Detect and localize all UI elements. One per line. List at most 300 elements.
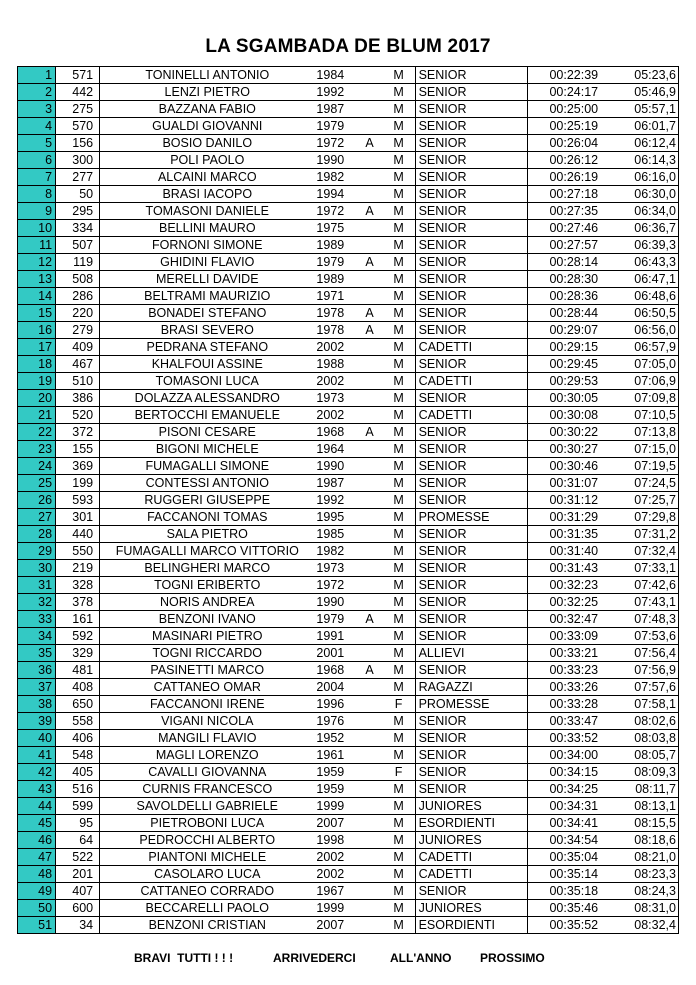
- cell-birth-year: 1987: [314, 101, 356, 118]
- table-row: [18, 322, 679, 339]
- cell-birth-year: 1978: [314, 305, 356, 322]
- table-row: [18, 662, 679, 679]
- cell-athlete-name: CURNIS FRANCESCO: [100, 781, 315, 798]
- cell-bib-number: 275: [56, 101, 100, 118]
- cell-sex: M: [383, 849, 416, 866]
- table-row: [18, 696, 679, 713]
- cell-sex: M: [383, 679, 416, 696]
- table-row: [18, 475, 679, 492]
- cell-bib-number: 558: [56, 713, 100, 730]
- cell-bib-number: 550: [56, 543, 100, 560]
- cell-category: SENIOR: [415, 101, 527, 118]
- table-row: [18, 203, 679, 220]
- cell-time: 00:29:15: [527, 339, 620, 356]
- cell-bib-number: 95: [56, 815, 100, 832]
- cell-time: 00:28:30: [527, 271, 620, 288]
- cell-pace: 05:46,9: [620, 84, 679, 101]
- table-row: [18, 764, 679, 781]
- cell-sex: M: [383, 645, 416, 662]
- cell-time: 00:27:57: [527, 237, 620, 254]
- cell-time: 00:32:25: [527, 594, 620, 611]
- cell-bib-number: 520: [56, 407, 100, 424]
- cell-sex: M: [383, 458, 416, 475]
- cell-athlete-name: BIGONI MICHELE: [100, 441, 315, 458]
- cell-flag: A: [356, 662, 382, 679]
- cell-category: RAGAZZI: [415, 679, 527, 696]
- cell-bib-number: 481: [56, 662, 100, 679]
- cell-time: 00:30:22: [527, 424, 620, 441]
- cell-time: 00:32:47: [527, 611, 620, 628]
- cell-time: 00:34:31: [527, 798, 620, 815]
- cell-position: 49: [18, 883, 56, 900]
- table-row: [18, 373, 679, 390]
- cell-flag: [356, 815, 382, 832]
- cell-position: 11: [18, 237, 56, 254]
- cell-bib-number: 571: [56, 67, 100, 84]
- cell-time: 00:33:52: [527, 730, 620, 747]
- cell-time: 00:30:05: [527, 390, 620, 407]
- cell-bib-number: 301: [56, 509, 100, 526]
- cell-position: 2: [18, 84, 56, 101]
- cell-pace: 07:32,4: [620, 543, 679, 560]
- cell-birth-year: 2002: [314, 339, 356, 356]
- cell-bib-number: 510: [56, 373, 100, 390]
- cell-position: 6: [18, 152, 56, 169]
- cell-time: 00:28:14: [527, 254, 620, 271]
- cell-flag: [356, 186, 382, 203]
- cell-sex: M: [383, 101, 416, 118]
- cell-athlete-name: LENZI PIETRO: [100, 84, 315, 101]
- cell-sex: M: [383, 577, 416, 594]
- cell-athlete-name: TOGNI RICCARDO: [100, 645, 315, 662]
- table-row: [18, 577, 679, 594]
- cell-flag: [356, 543, 382, 560]
- cell-athlete-name: MERELLI DAVIDE: [100, 271, 315, 288]
- cell-pace: 08:31,0: [620, 900, 679, 917]
- cell-position: 25: [18, 475, 56, 492]
- cell-athlete-name: PEDRANA STEFANO: [100, 339, 315, 356]
- cell-pace: 06:56,0: [620, 322, 679, 339]
- cell-birth-year: 1973: [314, 390, 356, 407]
- cell-athlete-name: PISONI CESARE: [100, 424, 315, 441]
- cell-flag: [356, 101, 382, 118]
- cell-category: SENIOR: [415, 237, 527, 254]
- cell-category: SENIOR: [415, 628, 527, 645]
- cell-athlete-name: CAVALLI GIOVANNA: [100, 764, 315, 781]
- cell-athlete-name: FORNONI SIMONE: [100, 237, 315, 254]
- cell-position: 32: [18, 594, 56, 611]
- cell-category: SENIOR: [415, 458, 527, 475]
- cell-birth-year: 1987: [314, 475, 356, 492]
- cell-category: SENIOR: [415, 356, 527, 373]
- cell-pace: 07:43,1: [620, 594, 679, 611]
- cell-position: 30: [18, 560, 56, 577]
- cell-pace: 07:42,6: [620, 577, 679, 594]
- cell-athlete-name: CATTANEO OMAR: [100, 679, 315, 696]
- table-row: [18, 798, 679, 815]
- cell-flag: [356, 730, 382, 747]
- cell-sex: M: [383, 67, 416, 84]
- footer-text-arrivederci: ARRIVEDERCI: [273, 951, 356, 965]
- cell-athlete-name: PIETROBONI LUCA: [100, 815, 315, 832]
- cell-sex: M: [383, 390, 416, 407]
- cell-category: SENIOR: [415, 560, 527, 577]
- results-table-body: [18, 67, 679, 934]
- cell-time: 00:31:40: [527, 543, 620, 560]
- cell-time: 00:34:41: [527, 815, 620, 832]
- cell-birth-year: 2001: [314, 645, 356, 662]
- cell-athlete-name: BELINGHERI MARCO: [100, 560, 315, 577]
- cell-sex: M: [383, 356, 416, 373]
- cell-pace: 07:24,5: [620, 475, 679, 492]
- cell-bib-number: 507: [56, 237, 100, 254]
- cell-category: SENIOR: [415, 577, 527, 594]
- cell-pace: 07:13,8: [620, 424, 679, 441]
- cell-bib-number: 600: [56, 900, 100, 917]
- cell-category: CADETTI: [415, 407, 527, 424]
- cell-birth-year: 1996: [314, 696, 356, 713]
- cell-position: 23: [18, 441, 56, 458]
- cell-flag: [356, 560, 382, 577]
- cell-position: 33: [18, 611, 56, 628]
- cell-birth-year: 1964: [314, 441, 356, 458]
- cell-position: 45: [18, 815, 56, 832]
- cell-flag: [356, 798, 382, 815]
- cell-flag: A: [356, 424, 382, 441]
- cell-pace: 07:58,1: [620, 696, 679, 713]
- cell-sex: M: [383, 832, 416, 849]
- cell-flag: [356, 900, 382, 917]
- table-row: [18, 730, 679, 747]
- cell-bib-number: 295: [56, 203, 100, 220]
- cell-bib-number: 277: [56, 169, 100, 186]
- cell-time: 00:34:15: [527, 764, 620, 781]
- cell-pace: 07:33,1: [620, 560, 679, 577]
- cell-bib-number: 156: [56, 135, 100, 152]
- cell-pace: 06:16,0: [620, 169, 679, 186]
- table-row: [18, 169, 679, 186]
- table-row: [18, 713, 679, 730]
- cell-athlete-name: MANGILI FLAVIO: [100, 730, 315, 747]
- cell-sex: M: [383, 441, 416, 458]
- table-row: [18, 849, 679, 866]
- cell-sex: M: [383, 424, 416, 441]
- cell-flag: [356, 679, 382, 696]
- cell-birth-year: 1976: [314, 713, 356, 730]
- cell-birth-year: 2007: [314, 815, 356, 832]
- cell-category: JUNIORES: [415, 832, 527, 849]
- cell-athlete-name: PIANTONI MICHELE: [100, 849, 315, 866]
- cell-pace: 06:50,5: [620, 305, 679, 322]
- cell-birth-year: 1982: [314, 169, 356, 186]
- cell-bib-number: 286: [56, 288, 100, 305]
- cell-bib-number: 34: [56, 917, 100, 934]
- cell-position: 15: [18, 305, 56, 322]
- cell-athlete-name: BELLINI MAURO: [100, 220, 315, 237]
- cell-time: 00:34:54: [527, 832, 620, 849]
- cell-bib-number: 440: [56, 526, 100, 543]
- cell-birth-year: 1999: [314, 900, 356, 917]
- cell-category: PROMESSE: [415, 509, 527, 526]
- cell-bib-number: 372: [56, 424, 100, 441]
- table-row: [18, 781, 679, 798]
- cell-bib-number: 161: [56, 611, 100, 628]
- cell-athlete-name: CATTANEO CORRADO: [100, 883, 315, 900]
- cell-sex: M: [383, 492, 416, 509]
- cell-pace: 05:57,1: [620, 101, 679, 118]
- cell-sex: M: [383, 611, 416, 628]
- cell-time: 00:34:25: [527, 781, 620, 798]
- table-row: [18, 305, 679, 322]
- cell-pace: 07:19,5: [620, 458, 679, 475]
- cell-flag: [356, 373, 382, 390]
- cell-position: 5: [18, 135, 56, 152]
- table-row: [18, 560, 679, 577]
- cell-position: 38: [18, 696, 56, 713]
- cell-sex: M: [383, 526, 416, 543]
- cell-pace: 06:39,3: [620, 237, 679, 254]
- cell-category: SENIOR: [415, 526, 527, 543]
- cell-category: SENIOR: [415, 747, 527, 764]
- cell-pace: 07:53,6: [620, 628, 679, 645]
- cell-category: PROMESSE: [415, 696, 527, 713]
- cell-flag: [356, 339, 382, 356]
- cell-birth-year: 1979: [314, 611, 356, 628]
- cell-athlete-name: CASOLARO LUCA: [100, 866, 315, 883]
- cell-time: 00:22:39: [527, 67, 620, 84]
- cell-position: 50: [18, 900, 56, 917]
- cell-birth-year: 1992: [314, 492, 356, 509]
- table-row: [18, 135, 679, 152]
- cell-birth-year: 2004: [314, 679, 356, 696]
- cell-sex: M: [383, 203, 416, 220]
- cell-position: 13: [18, 271, 56, 288]
- cell-sex: M: [383, 713, 416, 730]
- cell-pace: 06:43,3: [620, 254, 679, 271]
- cell-position: 1: [18, 67, 56, 84]
- cell-bib-number: 570: [56, 118, 100, 135]
- cell-athlete-name: DOLAZZA ALESSANDRO: [100, 390, 315, 407]
- cell-pace: 08:02,6: [620, 713, 679, 730]
- cell-position: 42: [18, 764, 56, 781]
- cell-birth-year: 1982: [314, 543, 356, 560]
- table-row: [18, 815, 679, 832]
- table-row: [18, 492, 679, 509]
- table-row: [18, 594, 679, 611]
- cell-birth-year: 2002: [314, 407, 356, 424]
- cell-birth-year: 1959: [314, 781, 356, 798]
- cell-position: 21: [18, 407, 56, 424]
- table-row: [18, 526, 679, 543]
- cell-bib-number: 409: [56, 339, 100, 356]
- cell-time: 00:33:21: [527, 645, 620, 662]
- cell-bib-number: 522: [56, 849, 100, 866]
- cell-flag: [356, 628, 382, 645]
- cell-sex: M: [383, 594, 416, 611]
- cell-pace: 07:15,0: [620, 441, 679, 458]
- cell-bib-number: 378: [56, 594, 100, 611]
- cell-sex: M: [383, 118, 416, 135]
- cell-position: 48: [18, 866, 56, 883]
- cell-time: 00:27:46: [527, 220, 620, 237]
- cell-pace: 06:48,6: [620, 288, 679, 305]
- cell-position: 20: [18, 390, 56, 407]
- cell-pace: 08:09,3: [620, 764, 679, 781]
- cell-birth-year: 1961: [314, 747, 356, 764]
- cell-flag: [356, 526, 382, 543]
- cell-bib-number: 650: [56, 696, 100, 713]
- cell-time: 00:31:43: [527, 560, 620, 577]
- cell-time: 00:25:19: [527, 118, 620, 135]
- cell-bib-number: 442: [56, 84, 100, 101]
- cell-bib-number: 407: [56, 883, 100, 900]
- cell-sex: M: [383, 254, 416, 271]
- cell-athlete-name: GUALDI GIOVANNI: [100, 118, 315, 135]
- cell-sex: M: [383, 237, 416, 254]
- cell-sex: M: [383, 475, 416, 492]
- cell-time: 00:35:52: [527, 917, 620, 934]
- cell-category: SENIOR: [415, 781, 527, 798]
- cell-athlete-name: FACCANONI TOMAS: [100, 509, 315, 526]
- cell-flag: A: [356, 203, 382, 220]
- cell-birth-year: 1989: [314, 237, 356, 254]
- cell-category: JUNIORES: [415, 798, 527, 815]
- table-row: [18, 407, 679, 424]
- cell-position: 34: [18, 628, 56, 645]
- cell-athlete-name: VIGANI NICOLA: [100, 713, 315, 730]
- cell-flag: [356, 747, 382, 764]
- cell-flag: [356, 917, 382, 934]
- cell-flag: [356, 152, 382, 169]
- cell-sex: M: [383, 186, 416, 203]
- cell-pace: 07:48,3: [620, 611, 679, 628]
- cell-bib-number: 300: [56, 152, 100, 169]
- cell-time: 00:30:08: [527, 407, 620, 424]
- cell-birth-year: 1990: [314, 458, 356, 475]
- cell-flag: [356, 594, 382, 611]
- cell-position: 36: [18, 662, 56, 679]
- cell-position: 51: [18, 917, 56, 934]
- footer-text-prossimo: PROSSIMO: [480, 951, 545, 965]
- footer-text-bravi: BRAVI TUTTI ! ! !: [134, 951, 234, 965]
- cell-pace: 06:30,0: [620, 186, 679, 203]
- cell-birth-year: 1995: [314, 509, 356, 526]
- cell-flag: [356, 271, 382, 288]
- cell-category: CADETTI: [415, 866, 527, 883]
- cell-flag: [356, 832, 382, 849]
- cell-sex: M: [383, 662, 416, 679]
- cell-bib-number: 199: [56, 475, 100, 492]
- cell-sex: M: [383, 373, 416, 390]
- cell-sex: M: [383, 917, 416, 934]
- cell-category: ESORDIENTI: [415, 917, 527, 934]
- cell-category: SENIOR: [415, 594, 527, 611]
- cell-sex: M: [383, 543, 416, 560]
- cell-birth-year: 1994: [314, 186, 356, 203]
- cell-bib-number: 328: [56, 577, 100, 594]
- cell-category: SENIOR: [415, 305, 527, 322]
- cell-pace: 08:18,6: [620, 832, 679, 849]
- table-row: [18, 611, 679, 628]
- cell-time: 00:26:12: [527, 152, 620, 169]
- cell-flag: A: [356, 254, 382, 271]
- cell-birth-year: 1990: [314, 152, 356, 169]
- cell-bib-number: 201: [56, 866, 100, 883]
- table-row: [18, 866, 679, 883]
- cell-athlete-name: BRASI SEVERO: [100, 322, 315, 339]
- cell-birth-year: 1952: [314, 730, 356, 747]
- cell-athlete-name: BENZONI IVANO: [100, 611, 315, 628]
- cell-category: SENIOR: [415, 135, 527, 152]
- cell-time: 00:34:00: [527, 747, 620, 764]
- cell-athlete-name: TOGNI ERIBERTO: [100, 577, 315, 594]
- cell-position: 9: [18, 203, 56, 220]
- cell-flag: [356, 781, 382, 798]
- cell-flag: [356, 577, 382, 594]
- cell-athlete-name: FUMAGALLI SIMONE: [100, 458, 315, 475]
- cell-pace: 06:36,7: [620, 220, 679, 237]
- cell-category: ALLIEVI: [415, 645, 527, 662]
- page-title: LA SGAMBADA DE BLUM 2017: [205, 36, 491, 57]
- cell-sex: M: [383, 220, 416, 237]
- cell-time: 00:25:00: [527, 101, 620, 118]
- cell-pace: 07:56,9: [620, 662, 679, 679]
- cell-time: 00:29:07: [527, 322, 620, 339]
- cell-birth-year: 1999: [314, 798, 356, 815]
- cell-flag: A: [356, 322, 382, 339]
- cell-flag: [356, 356, 382, 373]
- cell-sex: M: [383, 730, 416, 747]
- cell-position: 28: [18, 526, 56, 543]
- cell-birth-year: 2002: [314, 373, 356, 390]
- cell-athlete-name: TOMASONI DANIELE: [100, 203, 315, 220]
- cell-position: 39: [18, 713, 56, 730]
- cell-flag: [356, 169, 382, 186]
- cell-category: CADETTI: [415, 339, 527, 356]
- cell-position: 41: [18, 747, 56, 764]
- cell-birth-year: 1972: [314, 135, 356, 152]
- table-row: [18, 424, 679, 441]
- cell-sex: M: [383, 628, 416, 645]
- table-row: [18, 118, 679, 135]
- cell-birth-year: 1972: [314, 577, 356, 594]
- table-row: [18, 628, 679, 645]
- cell-category: SENIOR: [415, 84, 527, 101]
- cell-position: 3: [18, 101, 56, 118]
- cell-birth-year: 1990: [314, 594, 356, 611]
- cell-birth-year: 1971: [314, 288, 356, 305]
- table-row: [18, 645, 679, 662]
- cell-time: 00:28:44: [527, 305, 620, 322]
- cell-athlete-name: NORIS ANDREA: [100, 594, 315, 611]
- cell-sex: M: [383, 169, 416, 186]
- cell-flag: [356, 866, 382, 883]
- cell-time: 00:31:12: [527, 492, 620, 509]
- cell-category: SENIOR: [415, 492, 527, 509]
- cell-sex: M: [383, 152, 416, 169]
- cell-pace: 06:34,0: [620, 203, 679, 220]
- cell-position: 8: [18, 186, 56, 203]
- cell-category: SENIOR: [415, 764, 527, 781]
- cell-athlete-name: BAZZANA FABIO: [100, 101, 315, 118]
- cell-category: ESORDIENTI: [415, 815, 527, 832]
- cell-pace: 07:25,7: [620, 492, 679, 509]
- table-row: [18, 441, 679, 458]
- cell-position: 24: [18, 458, 56, 475]
- cell-category: SENIOR: [415, 288, 527, 305]
- cell-sex: M: [383, 815, 416, 832]
- cell-category: SENIOR: [415, 543, 527, 560]
